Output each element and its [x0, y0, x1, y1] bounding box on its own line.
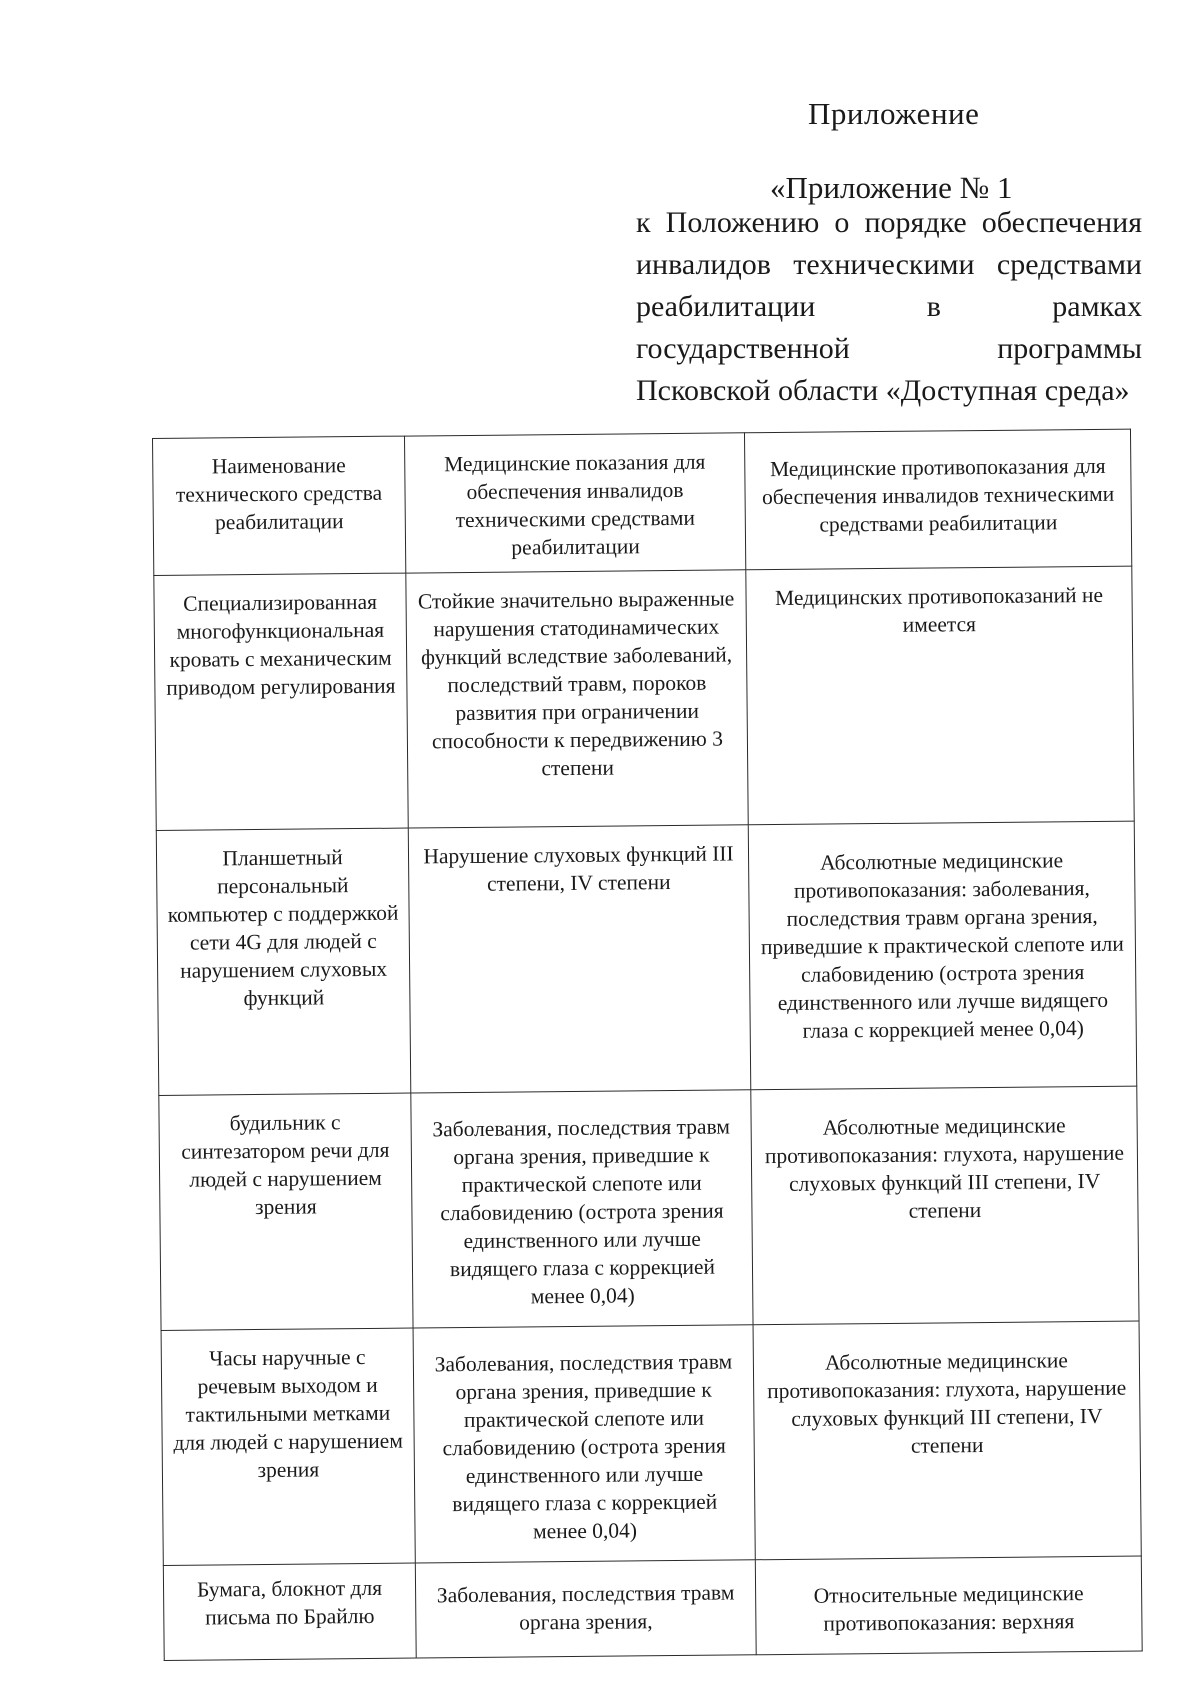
appendix-title: Приложение [808, 96, 980, 131]
table-row [163, 1556, 1142, 1660]
cell-device-name: Бумага, блокнот для письма по Брайлю [163, 1563, 416, 1660]
table-header-row [153, 429, 1132, 575]
cell-contraindications: Абсолютные медицинские противопоказания: заболевания, последствия травм органа зрения, приведшие к практической слепоте или слабовидению (острота зрения единственного или лучше видящего глаза с коррекцией менее 0,04) [748, 821, 1137, 1090]
table-row [156, 821, 1136, 1095]
cell-contraindications: Абсолютные медицинские противопоказания: глухота, нарушение слуховых функций III степени, IV степени [753, 1321, 1141, 1560]
cell-indications: Нарушение слуховых функций III степени, IV степени [408, 825, 751, 1093]
appendix-reference [636, 202, 1142, 412]
cell-device-name: Часы наручные с речевым выходом и тактильными метками для людей с нарушением зрения [161, 1328, 415, 1565]
table-row [154, 566, 1134, 830]
cell-indications: Заболевания, последствия травм органа зрения, [415, 1560, 756, 1658]
cell-indications: Стойкие значительно выраженные нарушения статодинамических функций вследствие заболеваний, последствий травм, пороков развития при ограничении способности к передвижению 3 степени [406, 570, 748, 828]
rehabilitation-means-table [152, 429, 1143, 1661]
cell-device-name: Специализированная многофункциональная кровать с механическим приводом регулирования [154, 573, 408, 830]
appendix-ref-line: к Положению о порядке обеспечения [636, 206, 1142, 239]
cell-device-name: Планшетный персональный компьютер с поддержкой сети 4G для людей с нарушением слуховых функций [156, 828, 411, 1095]
column-header-contraindications: Медицинские противопоказания для обеспечения инвалидов техническими средствами реабилитации [744, 429, 1131, 570]
appendix-ref-line: реабилитации в рамках [636, 290, 1142, 323]
cell-device-name: будильник с синтезатором речи для людей с нарушением зрения [159, 1093, 413, 1330]
cell-indications: Заболевания, последствия травм органа зрения, приведшие к практической слепоте или слабовидению (острота зрения единственного или лучше видящего глаза с коррекцией менее 0,04) [413, 1325, 755, 1563]
column-header-name: Наименование технического средства реабилитации [153, 436, 406, 575]
appendix-number: «Приложение № 1 [770, 170, 1013, 205]
cell-contraindications: Абсолютные медицинские противопоказания: глухота, нарушение слуховых функций III степени, IV степени [751, 1086, 1139, 1325]
table-row [161, 1321, 1141, 1565]
appendix-ref-line: инвалидов техническими средствами [636, 248, 1142, 281]
table-row [159, 1086, 1139, 1330]
appendix-ref-line: Псковской области «Доступная среда» [636, 374, 1130, 407]
appendix-ref-line: государственной программы [636, 332, 1142, 365]
column-header-indications: Медицинские показания для обеспечения инвалидов техническими средствами реабилитации [404, 433, 745, 573]
cell-contraindications: Медицинских противопоказаний не имеется [746, 566, 1134, 825]
cell-indications: Заболевания, последствия травм органа зрения, приведшие к практической слепоте или слабовидению (острота зрения единственного или лучше видящего глаза с коррекцией менее 0,04) [411, 1090, 753, 1328]
cell-contraindications: Относительные медицинские противопоказания: верхняя [755, 1556, 1142, 1655]
